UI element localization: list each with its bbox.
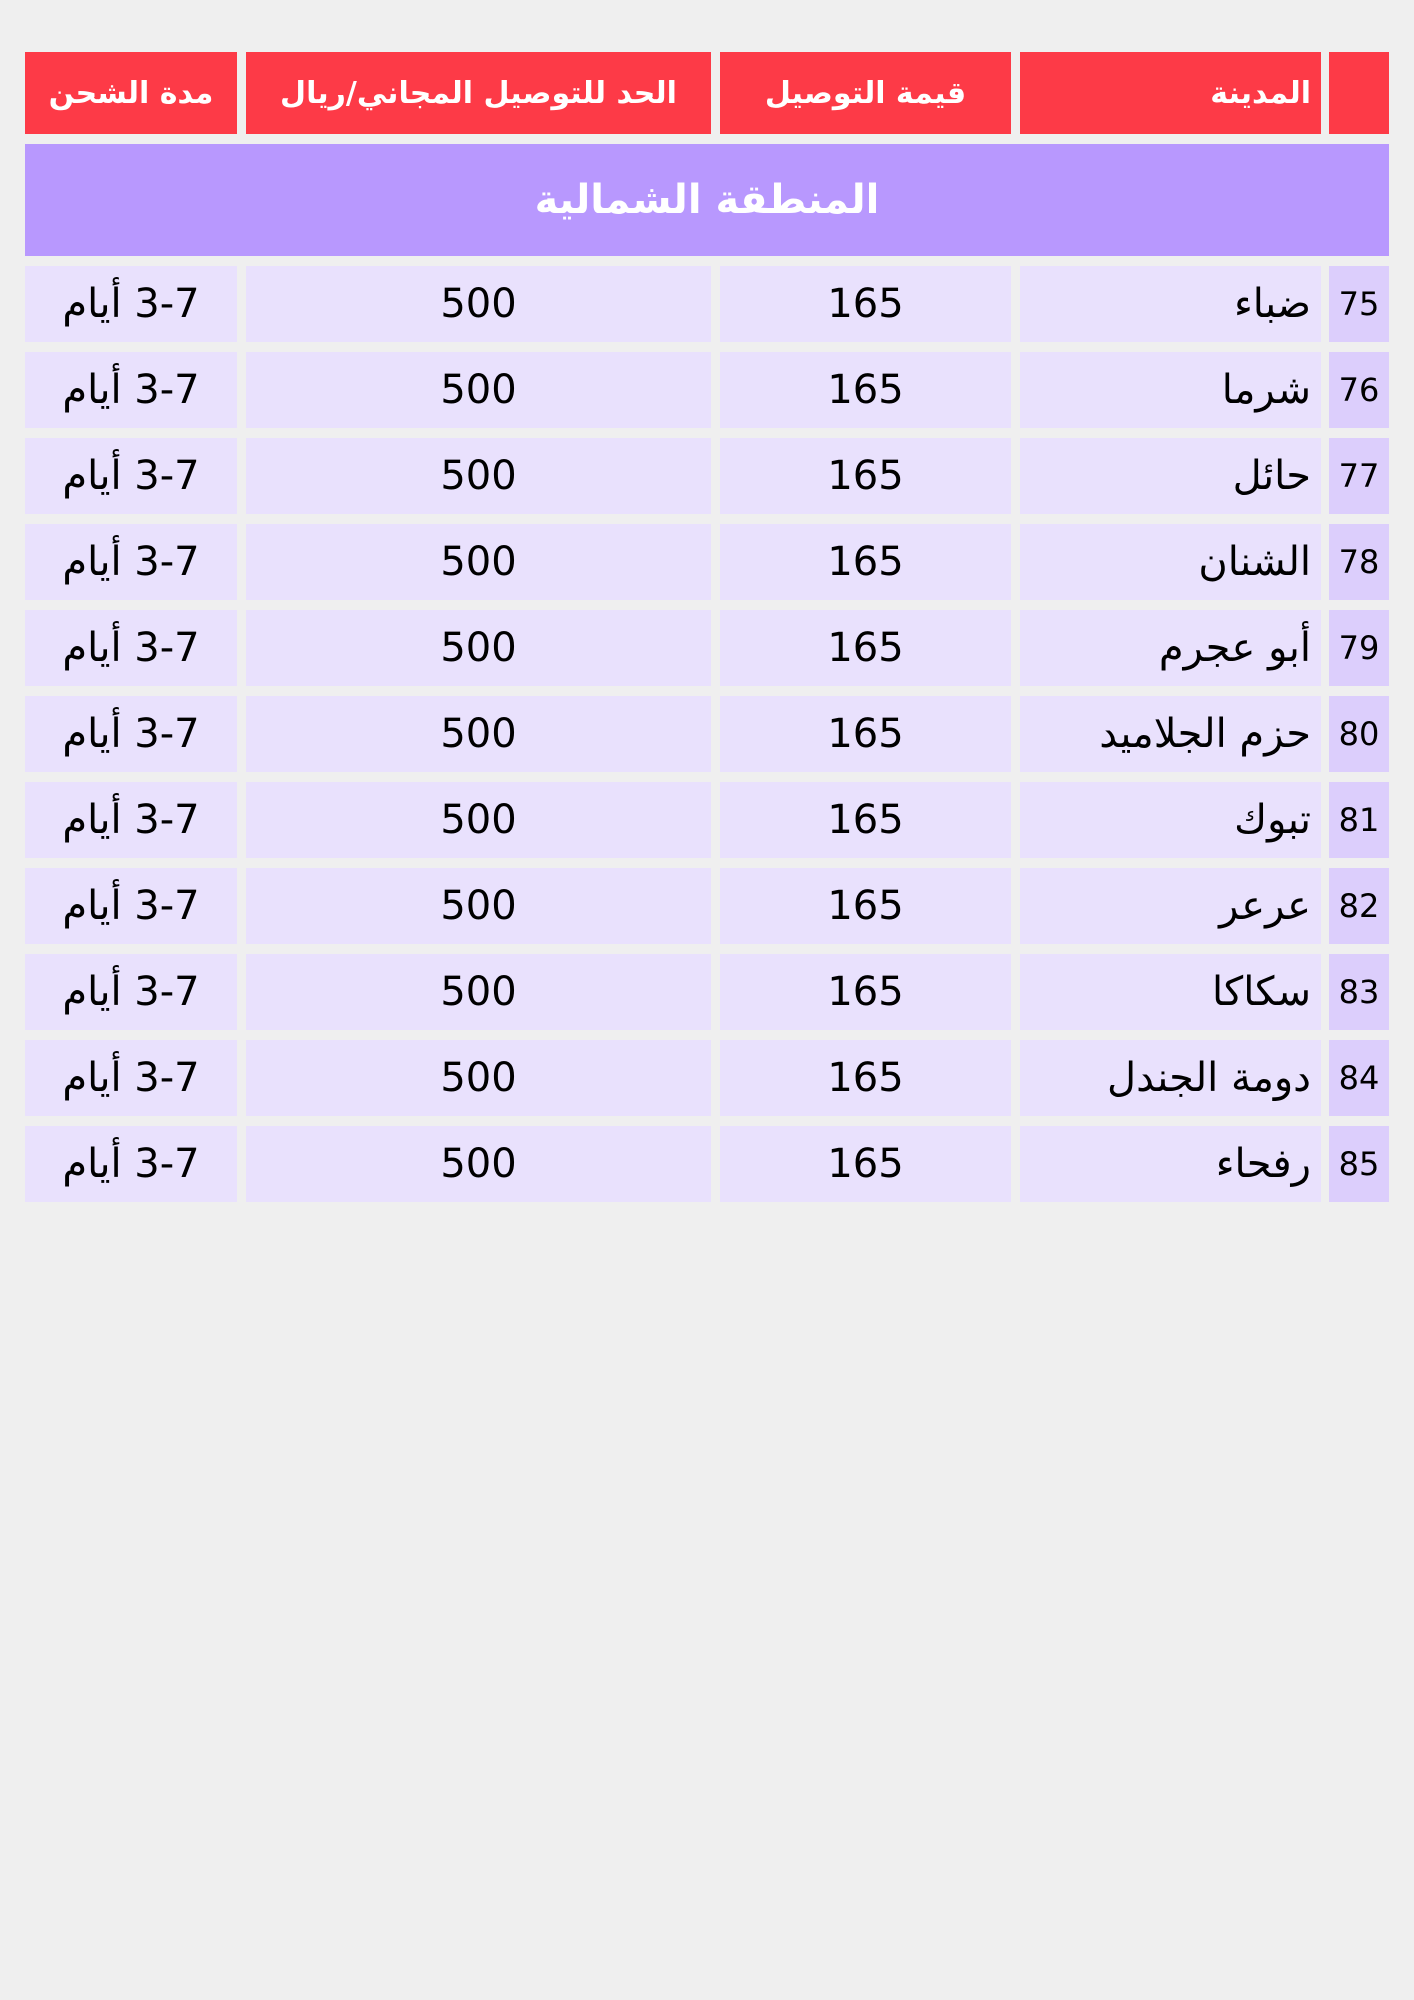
table-row [25,610,1389,686]
cost-cell: 165 [720,438,1011,514]
duration-cell: 3-7 أيام [25,610,237,686]
duration-cell: 3-7 أيام [25,954,237,1030]
table-body [25,266,1389,1202]
header-city: المدينة [1020,52,1321,134]
header-free-limit: الحد للتوصيل المجاني/ريال [246,52,711,134]
number-cell: 76 [1329,352,1389,428]
table-row [25,954,1389,1030]
cost-cell: 165 [720,1126,1011,1202]
shipping-table [25,52,1389,1212]
header-cost: قيمة التوصيل [720,52,1011,134]
table-row [25,438,1389,514]
number-cell: 75 [1329,266,1389,342]
free-limit-cell: 500 [246,438,711,514]
free-limit-cell: 500 [246,868,711,944]
header-duration: مدة الشحن [25,52,237,134]
city-cell: ضباء [1020,266,1321,342]
cost-cell: 165 [720,696,1011,772]
header-number [1329,52,1389,134]
number-cell: 77 [1329,438,1389,514]
duration-cell: 3-7 أيام [25,782,237,858]
cost-cell: 165 [720,1040,1011,1116]
free-limit-cell: 500 [246,352,711,428]
table-row [25,524,1389,600]
cost-cell: 165 [720,782,1011,858]
city-cell: دومة الجندل [1020,1040,1321,1116]
duration-cell: 3-7 أيام [25,696,237,772]
duration-cell: 3-7 أيام [25,266,237,342]
number-cell: 80 [1329,696,1389,772]
free-limit-cell: 500 [246,1126,711,1202]
number-cell: 82 [1329,868,1389,944]
city-cell: حائل [1020,438,1321,514]
cost-cell: 165 [720,524,1011,600]
table-row [25,868,1389,944]
city-cell: أبو عجرم [1020,610,1321,686]
cost-cell: 165 [720,610,1011,686]
free-limit-cell: 500 [246,524,711,600]
city-cell: شرما [1020,352,1321,428]
cost-cell: 165 [720,868,1011,944]
cost-cell: 165 [720,954,1011,1030]
free-limit-cell: 500 [246,696,711,772]
city-cell: الشنان [1020,524,1321,600]
city-cell: تبوك [1020,782,1321,858]
table-header-row [25,52,1389,134]
city-cell: حزم الجلاميد [1020,696,1321,772]
duration-cell: 3-7 أيام [25,868,237,944]
number-cell: 83 [1329,954,1389,1030]
number-cell: 81 [1329,782,1389,858]
free-limit-cell: 500 [246,1040,711,1116]
free-limit-cell: 500 [246,782,711,858]
number-cell: 84 [1329,1040,1389,1116]
table-row [25,266,1389,342]
number-cell: 79 [1329,610,1389,686]
table-row [25,696,1389,772]
city-cell: عرعر [1020,868,1321,944]
duration-cell: 3-7 أيام [25,352,237,428]
city-cell: رفحاء [1020,1126,1321,1202]
cost-cell: 165 [720,266,1011,342]
table-row [25,1126,1389,1202]
city-cell: سكاكا [1020,954,1321,1030]
duration-cell: 3-7 أيام [25,1040,237,1116]
section-title: المنطقة الشمالية [25,144,1389,256]
table-row [25,1040,1389,1116]
table-row [25,352,1389,428]
free-limit-cell: 500 [246,610,711,686]
duration-cell: 3-7 أيام [25,524,237,600]
free-limit-cell: 500 [246,954,711,1030]
number-cell: 78 [1329,524,1389,600]
cost-cell: 165 [720,352,1011,428]
number-cell: 85 [1329,1126,1389,1202]
table-row [25,782,1389,858]
duration-cell: 3-7 أيام [25,438,237,514]
duration-cell: 3-7 أيام [25,1126,237,1202]
free-limit-cell: 500 [246,266,711,342]
